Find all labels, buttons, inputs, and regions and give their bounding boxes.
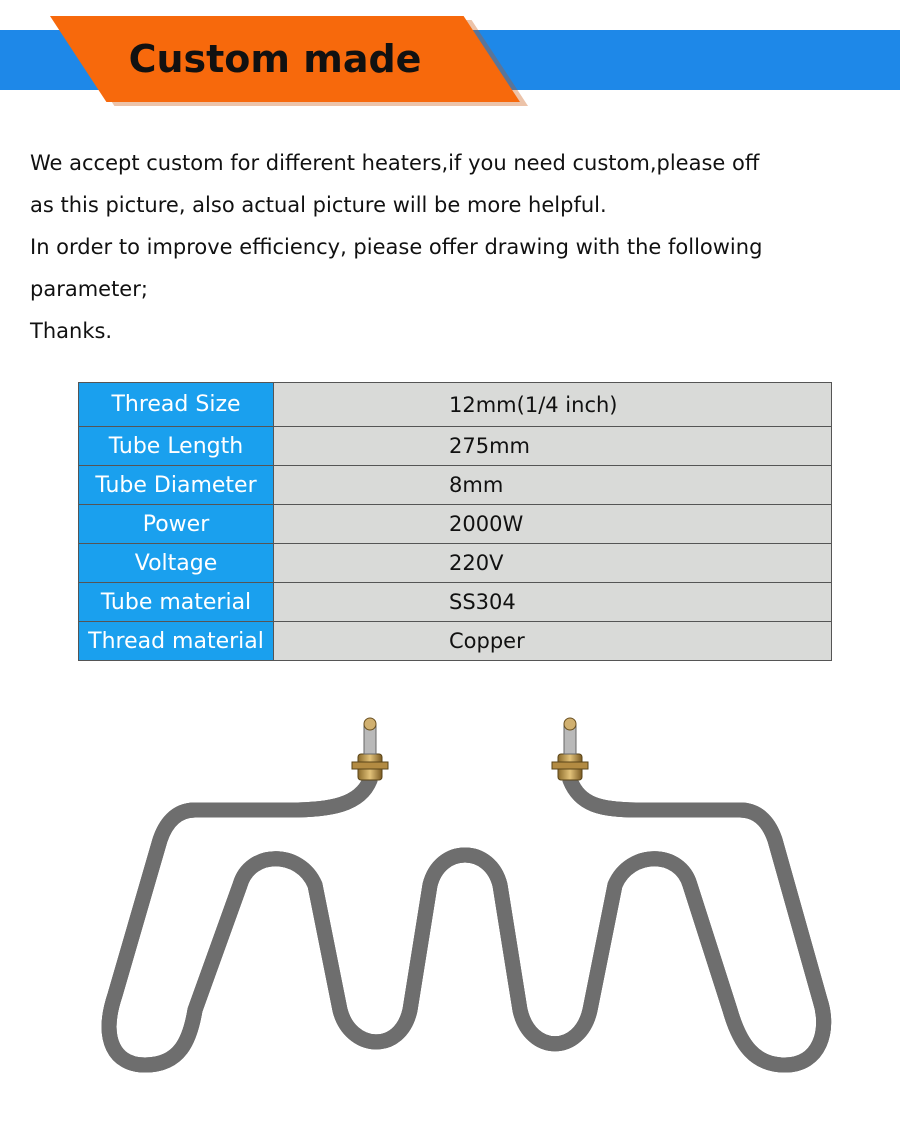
intro-line: Thanks.	[30, 319, 113, 343]
right-terminal	[552, 718, 588, 780]
table-row	[79, 505, 832, 544]
table-row	[79, 622, 832, 661]
left-terminal	[352, 718, 388, 780]
heating-element-icon	[90, 710, 840, 1110]
spec-value: Copper	[274, 622, 832, 661]
intro-line: as this picture, also actual picture will be more helpful.	[30, 193, 607, 217]
spec-value: 220V	[274, 544, 832, 583]
table-row	[79, 383, 832, 427]
spec-table	[78, 382, 832, 661]
page-title: Custom made	[128, 37, 422, 81]
header-banner	[0, 0, 900, 110]
table-row	[79, 544, 832, 583]
intro-line: In order to improve efficiency, piease offer drawing with the following	[30, 235, 763, 259]
spec-value: 12mm(1/4 inch)	[274, 383, 832, 427]
table-row	[79, 427, 832, 466]
intro-paragraph	[30, 142, 890, 352]
spec-value: 8mm	[274, 466, 832, 505]
table-row	[79, 583, 832, 622]
table-row	[79, 466, 832, 505]
spec-label: Power	[79, 505, 274, 544]
spec-label: Thread Size	[79, 383, 274, 427]
spec-value: SS304	[274, 583, 832, 622]
spec-label: Thread material	[79, 622, 274, 661]
spec-label: Voltage	[79, 544, 274, 583]
spec-label: Tube Diameter	[79, 466, 274, 505]
spec-value: 275mm	[274, 427, 832, 466]
intro-line: We accept custom for different heaters,if you need custom,please off	[30, 151, 760, 175]
spec-label: Tube material	[79, 583, 274, 622]
spec-label: Tube Length	[79, 427, 274, 466]
intro-line: parameter;	[30, 277, 148, 301]
spec-value: 2000W	[274, 505, 832, 544]
